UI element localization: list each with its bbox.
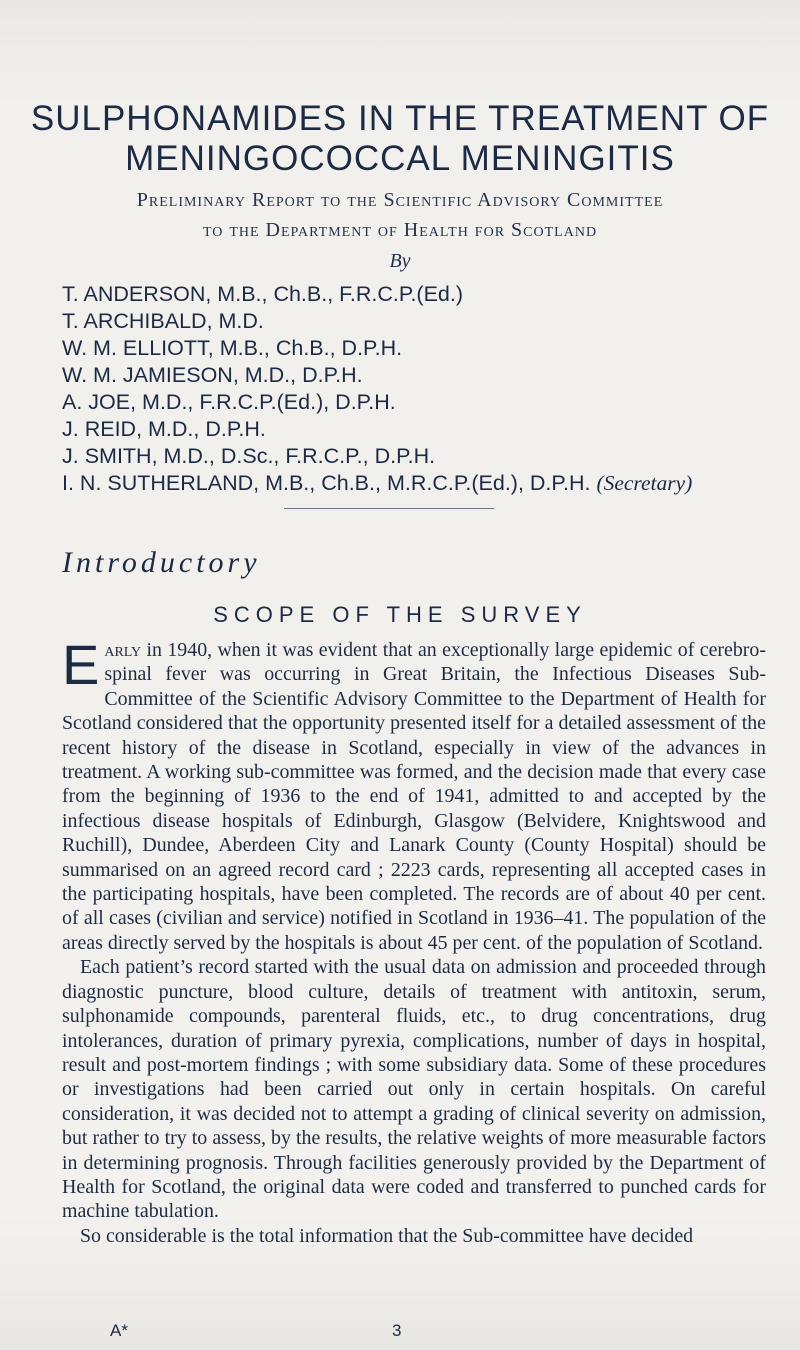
author-line: J. SMITH, M.D., D.Sc., F.R.C.P., D.P.H. <box>62 444 436 468</box>
paragraph-3: So considerable is the total information that the Sub-committee have decided <box>80 1224 694 1247</box>
author-line: A. JOE, M.D., F.R.C.P.(Ed.), D.P.H. <box>62 390 396 414</box>
author-role: (Secretary) <box>596 471 693 495</box>
paragraph-1-text: in 1940, when it was evident that an exceptionally large epidemic of cerebro-spinal fever was occurring in Great Britain, the Infectious Diseases Sub-Committee of the Scientific Advisory Committee to the Department of Health for Scotland considered that the opportunity presented itself for a detailed assessment of the recent history of the disease in Scotland, especially in view of the advances in treatment. A working sub-committee was formed, and the decision made that every case from the beginning of 1936 to the end of 1941, admitted to and accepted by the infectious disease hospitals of Edinburgh, Glasgow (Belvidere, Knightswood and Ruchill), Dundee, Aberdeen City and Lanark County (County Hospital) should be summarised on an agreed record card ; 2223 cards, representing all accepted cases in the participating hospitals, have been completed. The records are of about 40 per cent. of all cases (civilian and service) notified in Scotland in 1936–41. The population of the areas directly served by the hospitals is about 45 per cent. of the population of Scotland. <box>62 639 766 954</box>
subtitle-line-2: to the Department of Health for Scotland <box>202 219 598 241</box>
author-line: I. N. SUTHERLAND, M.B., Ch.B., M.R.C.P.(Ed.), D.P.H. (Secretary) <box>62 471 693 495</box>
title-line-2: MENINGOCOCCAL MENINGITIS <box>125 139 675 178</box>
section-heading: SCOPE OF THE SURVEY <box>213 602 587 627</box>
author-line: T. ARCHIBALD, M.D. <box>62 309 264 333</box>
author-list <box>62 281 800 497</box>
page-number: 3 <box>392 1321 402 1340</box>
author-line: J. REID, M.D., D.P.H. <box>62 417 266 441</box>
by-label: By <box>389 250 411 272</box>
author-line: W. M. ELLIOTT, M.B., Ch.B., D.P.H. <box>62 336 403 360</box>
subtitle-line-1: Preliminary Report to the Scientific Advisory Committee <box>136 189 664 211</box>
author-line: W. M. JAMIESON, M.D., D.P.H. <box>62 363 363 387</box>
paragraph-1-lead: arly <box>104 639 142 661</box>
title-line-1: SULPHONAMIDES IN THE TREATMENT OF <box>30 99 770 138</box>
body-text <box>62 633 766 1248</box>
paragraph-1 <box>62 633 766 955</box>
signature-mark: A* <box>110 1321 128 1340</box>
drop-cap: E <box>62 633 100 696</box>
intro-heading: Introductory <box>62 546 261 579</box>
paragraph-2: Each patient’s record started with the usual data on admission and proceeded through diagnostic puncture, blood culture, details of treatment with antitoxin, serum, sulphonamide compounds, parenteral fluids, etc., to drug concentrations, drug intolerances, duration of primary pyrexia, complications, number of days in hospital, result and post-mortem findings ; with some subsidiary data. Some of these procedures or investigations had been carried out only in certain hospitals. On careful consideration, it was decided not to attempt a grading of clinical severity on admission, but rather to try to assess, by the results, the relative weights of more measurable factors in determining prognosis. Through facilities generously provided by the Department of Health for Scotland, the original data were coded and transferred to punched cards for machine tabulation. <box>62 956 766 1223</box>
author-line: T. ANDERSON, M.B., Ch.B., F.R.C.P.(Ed.) <box>62 282 464 306</box>
divider-rule <box>284 508 494 509</box>
